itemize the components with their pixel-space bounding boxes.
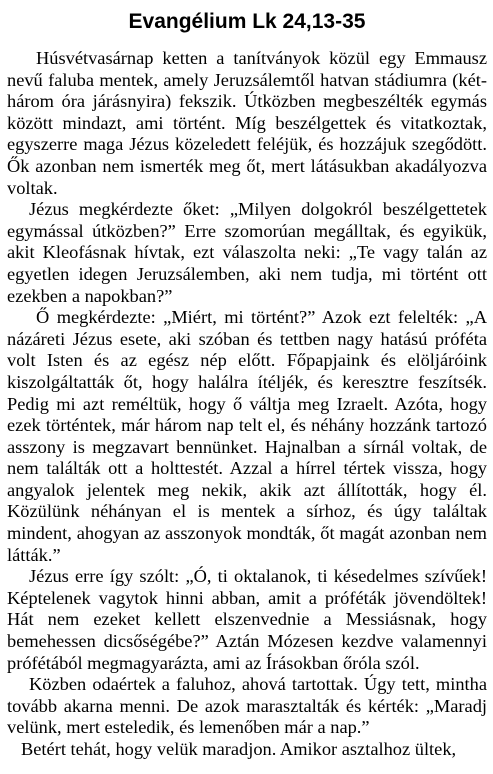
paragraph-2: Jézus megkérdezte őket: „Milyen dolgokról beszélgettetek egymással útközben?” Erre szomorúan megálltak, és egyikük, akit Kleofásnak hívtak, ezt válaszolta neki: „Te vagy talán az egyetlen idegen Jeruzsálemben, aki nem tudja, mi történt ott ezekben a napokban?” [7, 199, 487, 306]
paragraph-3: Ő megkérdezte: „Miért, mi történt?” Azok ezt felelték: „A názáreti Jézus esete, aki szóban és tettben nagy hatású próféta volt Isten és az egész nép előtt. Főpapjaink és elöljáróink kiszolgáltatták őt, hogy halálra ítéljék, és keresztre feszítsék. Pedig mi azt reméltük, hogy ő váltja meg Izraelt. Azóta, hogy ezek történtek, már három nap telt el, és néhány hozzánk tartozó asszony is megzavart bennünket. Hajnalban a sírnál voltak, de nem találták ott a holttestét. Azzal a hírrel tértek vissza, hogy angyalok jelentek meg nekik, akik azt állították, hogy él. Közülünk néhányan el is mentek a sírhoz, és úgy találtak mindent, ahogyan az asszonyok mondták, őt magát azonban nem látták.” [7, 307, 487, 565]
paragraph-1: Húsvétvasárnap ketten a tanítványok közül egy Emmausz nevű faluba mentek, amely Jeruzsálemtől hatvan stádiumra (két-három óra járásnyira) fekszik. Útközben megbeszélték egymás között mindazt, ami történt. Míg beszélgettek és vitatkoztak, egyszerre maga Jézus közeledett feléjük, és hozzájuk szegődött. Ők azonban nem ismerték meg őt, mert látásukban akadályozva voltak. [7, 48, 487, 198]
paragraph-4: Jézus erre így szólt: „Ó, ti oktalanok, ti késedelmes szívűek! Képtelenek vagytok hinni abban, amit a próféták jövendöltek! Hát nem ezeket kellett elszenvednie a Messiásnak, hogy bemehessen dicsőségébe?” Aztán Mózesen kezdve valamennyi prófétából megmagyarázta, ami az Írásokban őróla szól. [7, 566, 487, 673]
paragraph-5: Közben odaértek a faluhoz, ahová tartottak. Úgy tett, mintha tovább akarna menni. De azok marasztalták és kérték: „Maradj velünk, mert esteledik, és lemenőben már a nap.” [7, 674, 487, 738]
paragraph-6: Betért tehát, hogy velük maradjon. Amikor asztalhoz ültek, [21, 739, 457, 759]
document-title: Evangélium Lk 24,13-35 [128, 10, 366, 33]
